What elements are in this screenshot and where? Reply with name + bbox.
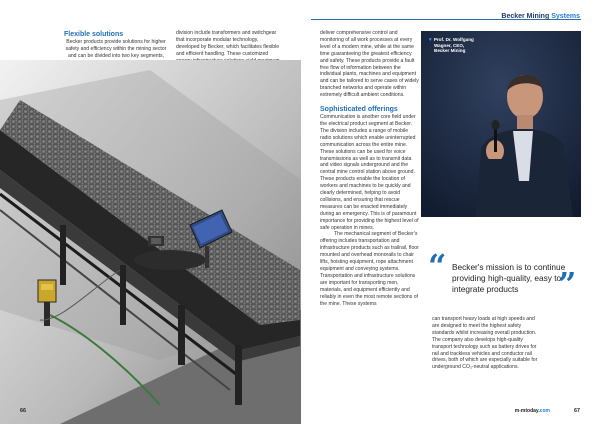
website-footer (515, 408, 550, 414)
col1-paragraph: Becker products provide solutions for higher safety and efficiency within the mining sector and can be divided into two key segments, (65, 39, 167, 59)
website-accent: com (539, 408, 550, 414)
caption-line-2: Wagner, CEO, (434, 42, 465, 48)
col3-paragraph-2: Communication is another core field under the electrical product segment at Becker. The division includes a range of mobile radio solutions which enable uninterrupted communication across the entire mine. These solutions can be used for voice transmissions as well as to transmit data and video signals underground and the central mine control station above ground. These products enable the location of workers and machines to be quickly and clearly determined, helping to avoid collisions, and ensuring that rescue measures can be enacted immediately during an emergency. This is of paramount importance for providing the highest level of safe operation in mines. (320, 114, 419, 231)
right-column-4 (432, 316, 542, 371)
close-quote-mark: ” (558, 265, 577, 303)
brand-accent: Systems (551, 13, 580, 20)
website-text: m-mtoday. (514, 408, 540, 414)
col3-paragraph-1: deliver comprehensive control and monitoring of all work processes at every level of a modern mine, while at the same time guaranteeing the greatest efficiency and safety. These products provide a fault free flow of information between the individual plants, machines and equipment and can be tailored to serve cases of widely branched networks and operate within extremely difficult ambient conditions. (320, 30, 419, 99)
caption-line-1: Prof. Dr. Wolfgang (433, 37, 474, 42)
left-page-number: 66 (20, 408, 26, 414)
quote-text: Becker's mission is to continue providing high-quality, easy to integrate products (452, 262, 566, 294)
right-column-3 (320, 30, 420, 307)
col4-paragraph: can transport heavy loads at high speeds and are designed to meet the highest safety standards whilst increasing overall production. The company also develops high-quality transport technology such as battery drives for rail and trackless vehicles and conductor rail drives, both of which are especially suitable for underground CO₂-neutral applications. (432, 316, 538, 371)
heading-flexible-solutions: Flexible solutions (64, 31, 124, 38)
photo-caption (428, 37, 488, 54)
brand-header (501, 13, 580, 20)
col3-paragraph-3: The mechanical segment of Becker's offering includes transportation and infrastructure products such as trailrail, floor mounted and overhead monorails to chair lifts, hoisting equipment, rope attachment equipment and conveying systems. Transportation and infrastructure solutions are important for transporting men, materials, and equipment efficiently and reliably in even the most remote sections of the mine. These systems (320, 231, 419, 307)
right-page-number: 67 (574, 408, 580, 414)
ceo-photo (421, 31, 581, 217)
brand-name: Becker Mining (501, 13, 550, 20)
caption-triangle-icon: ▼ (428, 37, 433, 42)
conveyor-belt-illustration (0, 60, 301, 424)
caption-line-3: Becker Mining (434, 48, 466, 54)
col2-paragraph-1: division include transformers and switchgear that incorporate modular technology, developed by Becker, which facilitates flexible and efficient handling. These customized (176, 30, 280, 57)
open-quote-mark: “ (428, 247, 447, 285)
heading-sophisticated-offerings: Sophisticated offerings (320, 106, 398, 114)
